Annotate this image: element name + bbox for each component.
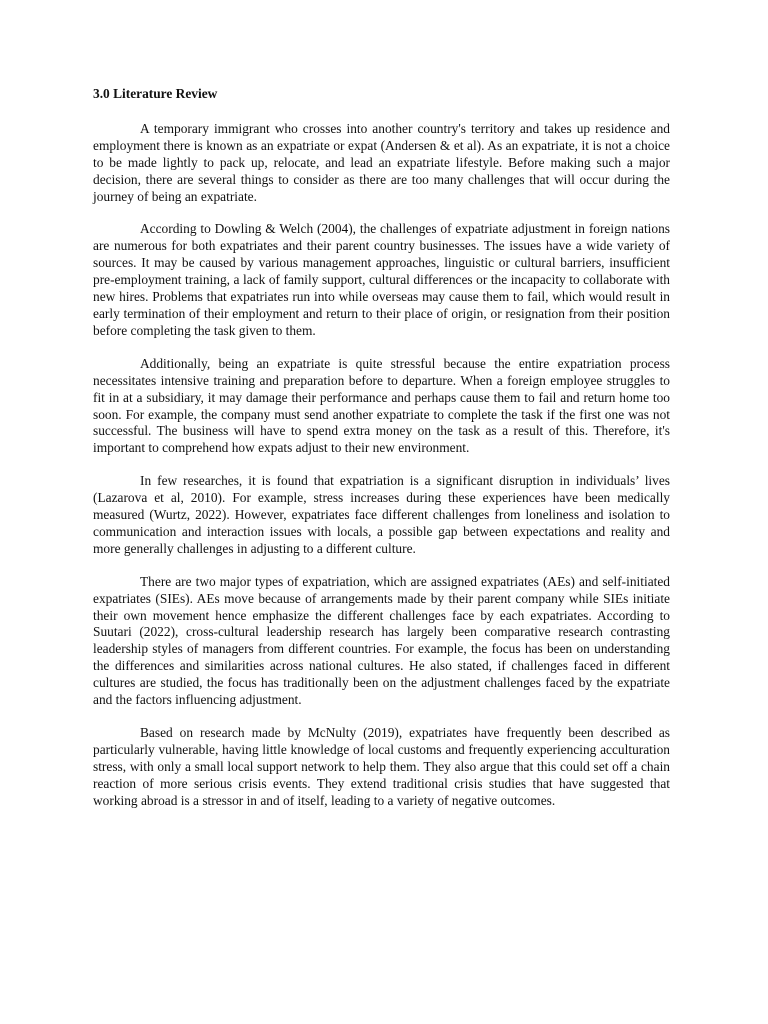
paragraph-4: In few researches, it is found that expatriation is a significant disruption in individuals’ lives (Lazarova et al, 2010). For example, stress increases during these experiences have been medically measured (Wurtz, 2022). However, expatriates face different challenges from loneliness and isolation to communication and interaction issues with locals, a possible gap between expectations and reality and more generally challenges in adjusting to a different culture.: [93, 473, 670, 556]
paragraph-5: There are two major types of expatriation, which are assigned expatriates (AEs) and self-initiated expatriates (SIEs). AEs move because of arrangements made by their parent company while SIEs initiate their own movement hence emphasize the different challenges face by each expatriates. According to Suutari (2022), cross-cultural leadership research has largely been comparative research contrasting leadership styles of managers from different countries. For example, the focus has been on understanding the differences and similarities across national cultures. He also stated, if challenges faced in different cultures are studied, the focus has traditionally been on the adjustment challenges faced by the expatriate and the factors influencing adjustment.: [93, 573, 670, 708]
paragraph-1: A temporary immigrant who crosses into another country's territory and takes up residence and employment there is known as an expatriate or expat (Andersen & et al). As an expatriate, it is not a choice to be made lightly to pack up, relocate, and lead an expatriate lifestyle. Before making such a major decision, there are several things to consider as there are too many challenges that will occur during the journey of being an expatriate.: [93, 120, 670, 204]
paragraph-6: Based on research made by McNulty (2019), expatriates have frequently been described as particularly vulnerable, having little knowledge of local customs and frequently experiencing acculturation stress, with only a small local support network to help them. They also argue that this could set off a chain reaction of more serious crisis events. They extend traditional crisis studies that have suggested that working abroad is a stressor in and of itself, leading to a variety of negative outcomes.: [93, 725, 670, 808]
section-heading: 3.0 Literature Review: [93, 86, 218, 101]
document-body: [93, 86, 670, 810]
paragraph-3: Additionally, being an expatriate is quite stressful because the entire expatriation process necessitates intensive training and preparation before to departure. When a foreign employee struggles to fit in at a subsidiary, it may damage their performance and perhaps cause them to fail and return home too soon. For example, the company must send another expatriate to complete the task if the first one was not successful. The business will have to spend extra money on the task as a result of this. Therefore, it's important to comprehend how expats adjust to their new environment.: [93, 355, 670, 456]
paragraph-2: According to Dowling & Welch (2004), the challenges of expatriate adjustment in foreign nations are numerous for both expatriates and their parent country businesses. The issues have a wide variety of sources. It may be caused by various management approaches, linguistic or cultural barriers, insufficient pre-employment training, a lack of family support, cultural differences or the incapacity to collaborate with new hires. Problems that expatriates run into while overseas may cause them to fail, which would result in early termination of their employment and return to their place of origin, or resignation from their position before completing the task given to them.: [93, 221, 670, 338]
